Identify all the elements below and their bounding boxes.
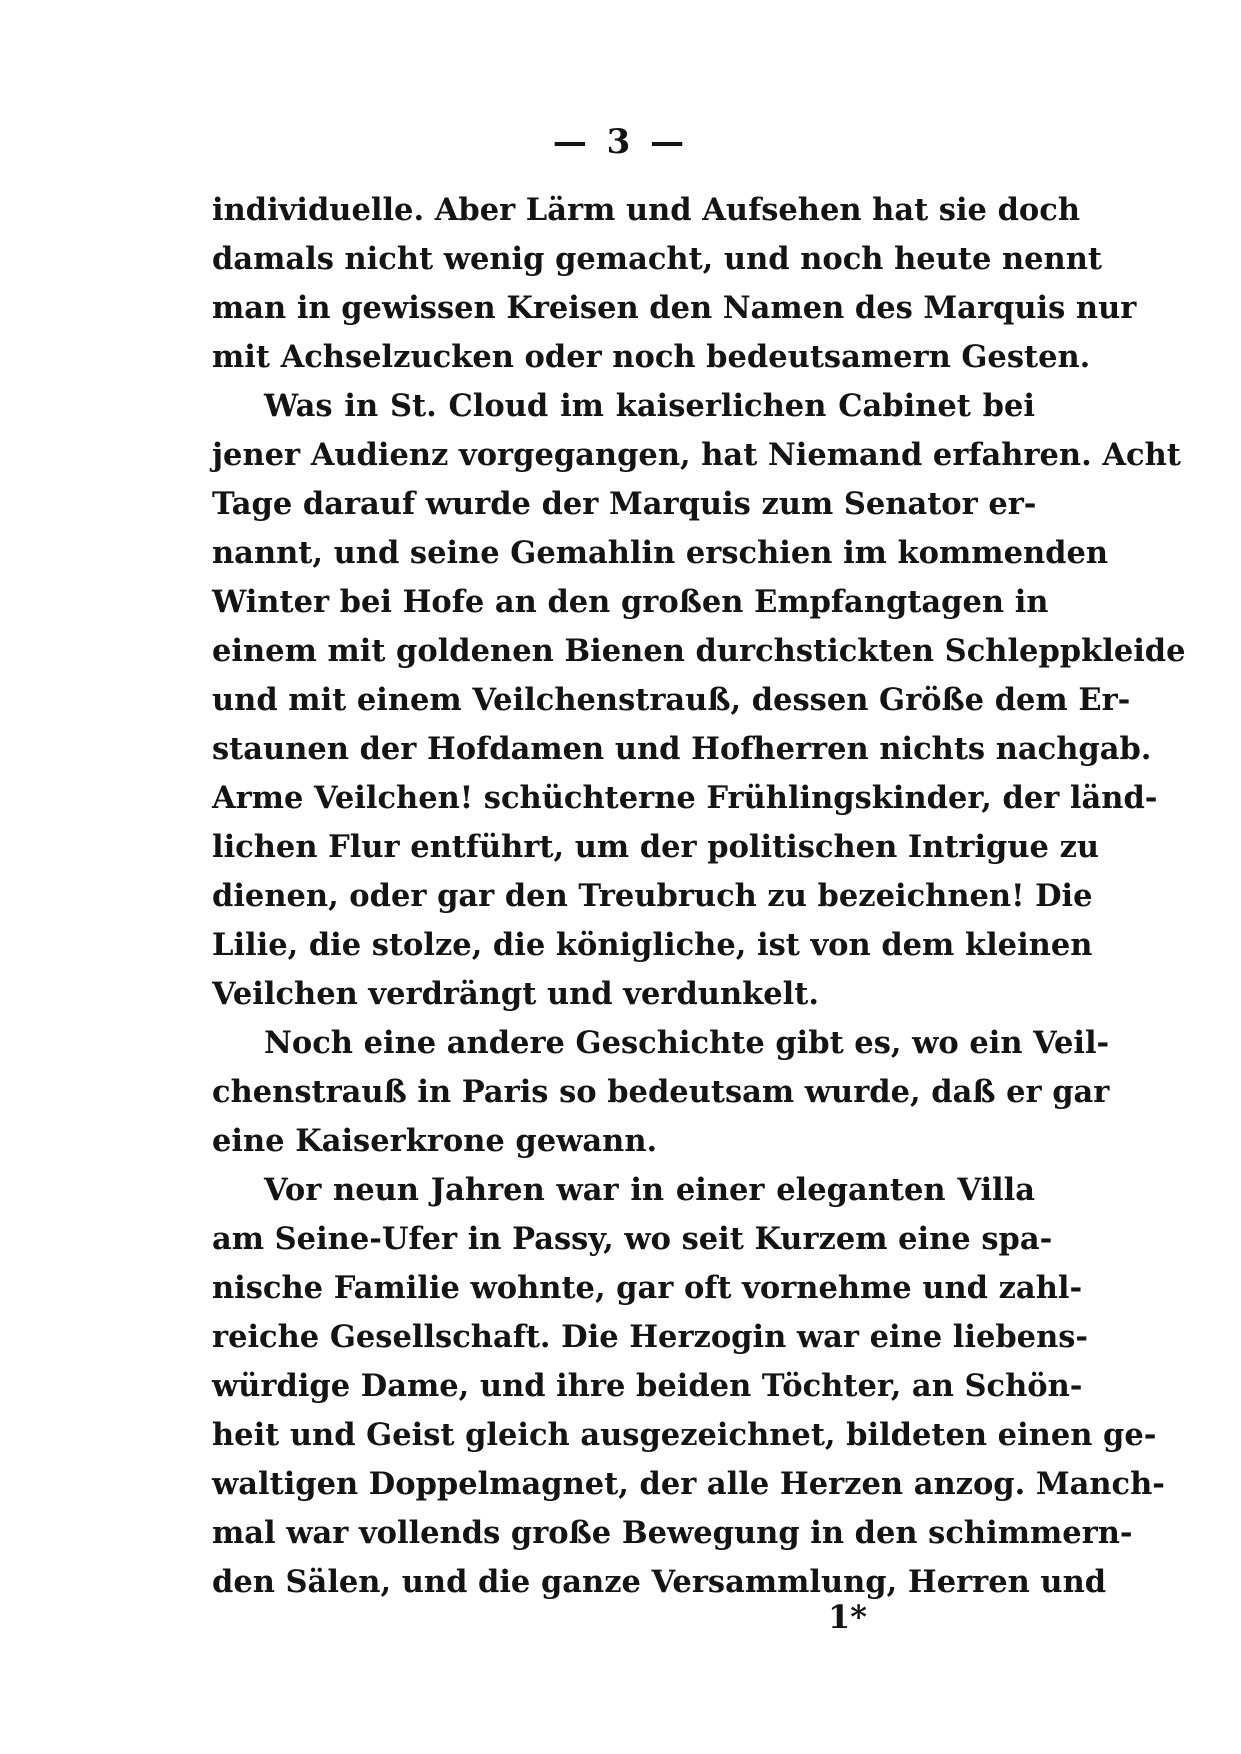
text-line: waltigen Doppelmagnet, der alle Herzen anzog. Manch- xyxy=(212,1466,1165,1502)
text-line: und mit einem Veilchenstrauß, dessen Größe dem Er- xyxy=(212,682,1131,718)
text-line: nische Familie wohnte, gar oft vornehme und zahl- xyxy=(212,1270,1083,1306)
text-line: staunen der Hofdamen und Hofherren nichts nachgab. xyxy=(212,731,1152,767)
text-line: Arme Veilchen! schüchterne Frühlingskinder, der länd- xyxy=(212,780,1158,816)
text-line: individuelle. Aber Lärm und Aufsehen hat sie doch xyxy=(212,192,1080,228)
text-line: damals nicht wenig gemacht, und noch heute nennt xyxy=(212,241,1102,277)
signature-mark: 1* xyxy=(828,1598,867,1636)
paragraph-start-line: Noch eine andere Geschichte gibt es, wo ein Veil- xyxy=(264,1025,1110,1061)
text-line: Tage darauf wurde der Marquis zum Senator er- xyxy=(212,486,1037,522)
text-line: heit und Geist gleich ausgezeichnet, bildeten einen ge- xyxy=(212,1417,1157,1453)
text-line: würdige Dame, und ihre beiden Töchter, an Schön- xyxy=(212,1368,1083,1404)
text-line: am Seine-Ufer in Passy, wo seit Kurzem eine spa- xyxy=(212,1221,1053,1257)
text-line: lichen Flur entführt, um der politischen Intrigue zu xyxy=(212,829,1100,865)
text-line: Veilchen verdrängt und verdunkelt. xyxy=(212,976,819,1012)
text-line: dienen, oder gar den Treubruch zu bezeichnen! Die xyxy=(212,878,1093,914)
text-line: reiche Gesellschaft. Die Herzogin war eine liebens- xyxy=(212,1319,1089,1355)
text-line: chenstrauß in Paris so bedeutsam wurde, daß er gar xyxy=(212,1074,1110,1110)
text-line: jener Audienz vorgegangen, hat Niemand erfahren. Acht xyxy=(212,437,1181,473)
page-number: — 3 — xyxy=(552,122,689,162)
text-line: nannt, und seine Gemahlin erschien im kommenden xyxy=(212,535,1109,571)
body-text xyxy=(212,186,1186,1607)
text-line: den Sälen, und die ganze Versammlung, Herren und xyxy=(212,1564,1107,1600)
text-line: Lilie, die stolze, die königliche, ist von dem kleinen xyxy=(212,927,1093,963)
text-line: einem mit goldenen Bienen durchstickten Schleppkleide xyxy=(212,633,1186,669)
text-line: Winter bei Hofe an den großen Empfangtagen in xyxy=(212,584,1049,620)
text-line: mit Achselzucken oder noch bedeutsamern Gesten. xyxy=(212,339,1091,375)
text-line: eine Kaiserkrone gewann. xyxy=(212,1123,658,1159)
paragraph-start-line: Was in St. Cloud im kaiserlichen Cabinet bei xyxy=(264,388,1035,424)
paragraph-start-line: Vor neun Jahren war in einer eleganten Villa xyxy=(264,1172,1035,1208)
text-line: mal war vollends große Bewegung in den schimmern- xyxy=(212,1515,1133,1551)
text-line: man in gewissen Kreisen den Namen des Marquis nur xyxy=(212,290,1137,326)
